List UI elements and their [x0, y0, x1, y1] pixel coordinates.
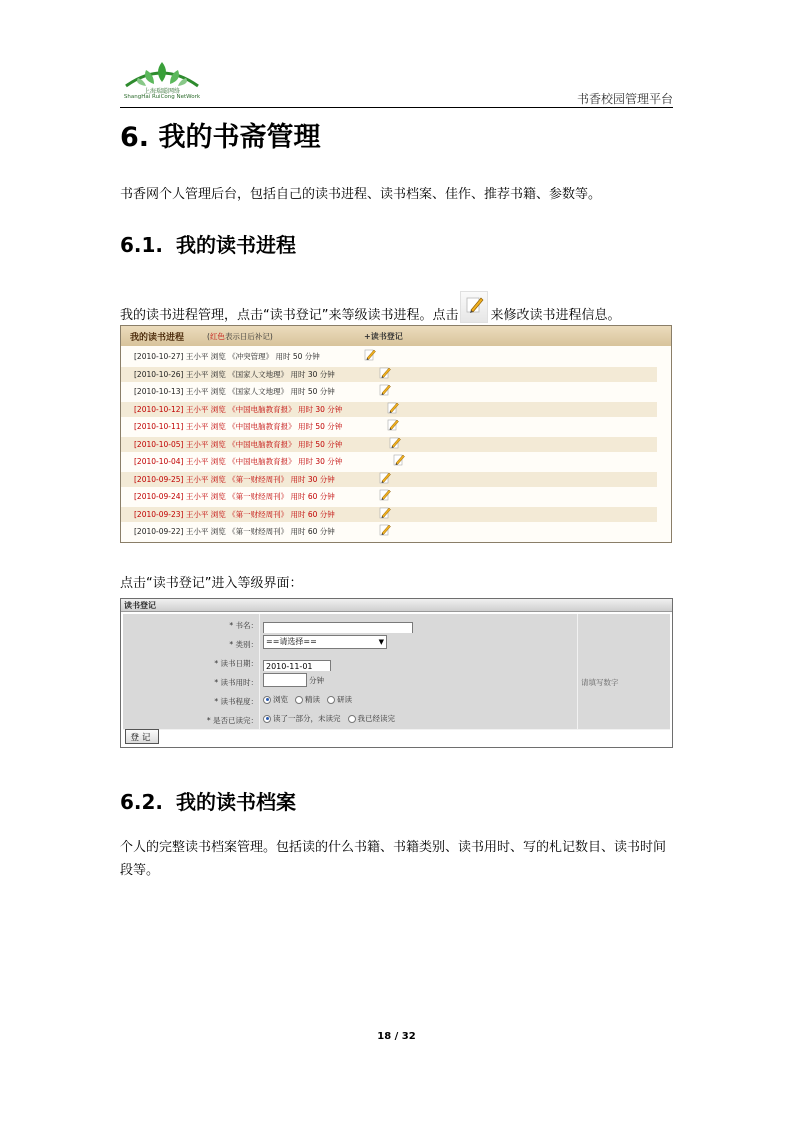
archive-description: 个人的完整读书档案管理。包括读的什么书籍、书籍类别、读书用时、写的札记数目、读书时间段等。	[120, 840, 667, 878]
form-row-book	[123, 614, 670, 635]
form-row-degree	[123, 690, 670, 711]
form-row-date	[123, 652, 670, 673]
progress-row	[121, 348, 671, 366]
form-titlebar	[121, 599, 672, 612]
col-divider	[259, 709, 260, 729]
edit-pencil-icon[interactable]	[387, 418, 399, 431]
done-option-finished[interactable]	[348, 713, 396, 724]
col-divider	[577, 652, 578, 672]
reading-register-form	[120, 598, 673, 748]
radio[interactable]	[327, 696, 335, 704]
col-divider	[577, 633, 578, 653]
progress-row	[121, 453, 671, 471]
col-divider	[577, 690, 578, 710]
section-heading-6-1	[120, 229, 296, 258]
section-heading-6-2	[120, 786, 296, 815]
progress-row	[121, 401, 671, 419]
option-label: 我已经读完	[357, 714, 395, 723]
radio[interactable]	[348, 715, 356, 723]
section-number: 6.1.	[120, 233, 164, 257]
option-label: 研读	[337, 695, 352, 704]
progress-row-text: [2010-09-23] 王小平 浏览 《第一财经周刊》 用时 60 分钟	[134, 509, 335, 519]
progress-row	[121, 436, 671, 454]
form-row-time	[123, 671, 670, 692]
section-title: 我的读书进程	[176, 233, 296, 257]
progress-row	[121, 366, 671, 384]
progress-row	[121, 383, 671, 401]
note-red-word: 红色	[209, 332, 225, 341]
register-reading-link[interactable]: +读书登记	[364, 332, 403, 341]
progress-row-text: [2010-10-04] 王小平 浏览 《中国电脑教育报》 用时 30 分钟	[134, 457, 343, 466]
edit-pencil-icon[interactable]	[389, 436, 401, 449]
option-label: 精读	[305, 695, 320, 704]
progress-row	[121, 523, 671, 541]
option-label: 浏览	[273, 695, 288, 704]
progress-row-text: [2010-10-12] 王小平 浏览 《中国电脑教育报》 用时 30 分钟	[134, 404, 343, 414]
degree-option-intensive[interactable]	[295, 694, 320, 705]
time-hint: 请填写数字	[581, 678, 619, 687]
form-submit-row	[123, 728, 670, 745]
progress-row-text: [2010-09-24] 王小平 浏览 《第一财经周刊》 用时 60 分钟	[134, 492, 335, 501]
register-description: 点击“读书登记”进入等级界面：	[120, 576, 303, 591]
form-row-done	[123, 709, 670, 730]
progress-row-text: [2010-10-05] 王小平 浏览 《中国电脑教育报》 用时 50 分钟	[134, 439, 343, 449]
reading-time-input[interactable]	[263, 673, 307, 687]
intro-paragraph: 书香网个人管理后台，包括自己的读书进程、读书档案、佳作、推荐书籍、参数等。	[120, 187, 602, 202]
progress-row	[121, 488, 671, 506]
progress-row-text: [2010-10-27] 王小平 浏览 《冲突管理》 用时 50 分钟	[134, 352, 320, 361]
degree-option-study[interactable]	[327, 694, 352, 705]
note-rest: 表示日后补记)	[224, 332, 273, 341]
category-label: * 类别：	[229, 640, 258, 649]
degree-label: * 读书程度：	[214, 697, 258, 706]
col-divider	[259, 671, 260, 691]
edit-pencil-icon[interactable]	[379, 383, 391, 396]
option-label: 读了一部分，未读完	[273, 714, 341, 723]
col-divider	[577, 614, 578, 634]
degree-option-browse[interactable]	[263, 694, 288, 705]
done-option-partial[interactable]	[263, 713, 341, 724]
time-label: * 读书用时：	[214, 678, 258, 687]
edit-pencil-icon[interactable]	[364, 348, 376, 361]
book-label: * 书名：	[229, 621, 258, 630]
logo-english-text: ShangHai RuiCong NetWork	[123, 94, 201, 100]
form-row-category	[123, 633, 670, 654]
col-divider	[577, 671, 578, 691]
progress-rows	[121, 348, 671, 541]
edit-pencil-icon[interactable]	[387, 401, 399, 414]
edit-pencil-icon[interactable]	[393, 453, 405, 466]
col-divider	[259, 633, 260, 653]
edit-pencil-icon[interactable]	[379, 488, 391, 501]
progress-description-text-b: 来修改读书进程信息。	[490, 307, 621, 323]
progress-description-text-a: 我的读书进程管理，点击“读书登记”来等级读书进程。点击	[120, 307, 459, 323]
panel-title: 我的读书进程	[130, 333, 185, 343]
chapter-heading: 6. 我的书斋管理	[120, 122, 321, 153]
register-submit-button[interactable]: 登记	[125, 729, 159, 744]
col-divider	[259, 614, 260, 634]
radio-selected[interactable]	[263, 715, 271, 723]
edit-pencil-icon[interactable]	[379, 523, 391, 536]
edit-pencil-icon	[460, 291, 488, 323]
progress-row-text: [2010-10-26] 王小平 浏览 《国家人文地理》 用时 30 分钟	[134, 369, 335, 379]
col-divider	[259, 690, 260, 710]
section-number: 6.2.	[120, 790, 164, 814]
time-unit: 分钟	[309, 675, 324, 685]
form-title: 读书登记	[124, 601, 156, 610]
progress-row-text: [2010-10-13] 王小平 浏览 《国家人文地理》 用时 50 分钟	[134, 387, 335, 396]
page-number: 18 / 32	[377, 1031, 416, 1042]
site-name: 书香校园管理平台	[576, 92, 673, 106]
date-label: * 读书日期：	[214, 659, 258, 668]
header-rule	[120, 107, 673, 108]
progress-row-text: [2010-10-11] 王小平 浏览 《中国电脑教育报》 用时 50 分钟	[134, 422, 343, 431]
done-label: * 是否已读完：	[206, 716, 258, 725]
progress-row	[121, 471, 671, 489]
col-divider	[259, 652, 260, 672]
progress-row-text: [2010-09-25] 王小平 浏览 《第一财经周刊》 用时 30 分钟	[134, 474, 335, 484]
panel-titlebar	[121, 326, 671, 346]
note-open: (	[207, 332, 210, 341]
edit-pencil-icon[interactable]	[379, 506, 391, 519]
radio[interactable]	[295, 696, 303, 704]
edit-pencil-icon[interactable]	[379, 366, 391, 379]
progress-row	[121, 418, 671, 436]
reading-progress-panel	[120, 325, 672, 543]
section-title: 我的读书档案	[176, 790, 296, 814]
category-select[interactable]	[263, 635, 387, 649]
logo-chinese-text: 上海瑞聪网络	[143, 88, 180, 95]
panel-note	[207, 331, 273, 342]
progress-row	[121, 506, 671, 524]
progress-row-text: [2010-09-22] 王小平 浏览 《第一财经周刊》 用时 60 分钟	[134, 527, 335, 536]
edit-pencil-icon[interactable]	[379, 471, 391, 484]
category-selected-value: ==请选择==	[266, 637, 317, 646]
chevron-down-icon: ▼	[378, 638, 384, 646]
col-divider	[577, 709, 578, 729]
radio-selected[interactable]	[263, 696, 271, 704]
